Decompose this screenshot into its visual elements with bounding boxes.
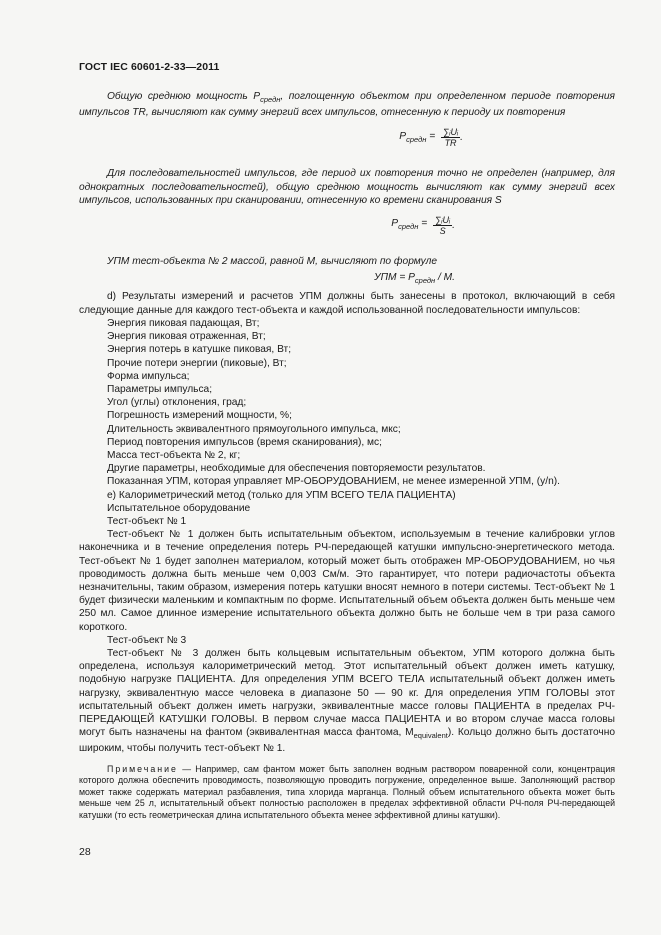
formula-average-power-s: $P_{средн}$ = $\frac{\text{∑ᵢUᵢ}}{S}$ . bbox=[391, 215, 455, 237]
page-number: 28 bbox=[79, 846, 91, 858]
fraction: $\frac{\text{∑ᵢUᵢ}}{S}$ bbox=[434, 215, 451, 237]
heading-test-object-3: Тест-объект № 3 bbox=[107, 634, 187, 646]
paragraph-d: d) Результаты измерений и расчетов УПМ должны быть занесены в протокол, включающий в себя следующие данные для каждого тест-объекта и каждой использованной последовательности импульсов: bbox=[79, 291, 615, 316]
list-item: Погрешность измерений мощности, %; bbox=[107, 410, 292, 422]
list-item: Угол (углы) отклонения, град; bbox=[107, 397, 247, 409]
fraction: $\frac{\text{∑ᵢUᵢ}}{TR}$ bbox=[442, 127, 459, 149]
paragraph-upm-test-object-2: УПМ тест-объекта № 2 массой, равной M, вычисляют по формуле bbox=[107, 256, 438, 268]
paragraph-test-object-3: Тест-объект № 3 должен быть кольцевым испытательным объектом, УПМ которого должна быть определена, используя калориметрический метод. Этот испытательный объект должен иметь катушку, подобную нагрузке ПАЦИЕНТА. Для определения УПМ ВСЕГО ТЕЛА испытательный объект должен иметь нагрузку, эквивалентную массе человека в диапазоне 50 — 90 кг. Для определения УПМ ГОЛОВЫ этот испытательный объект должен иметь нагрузки, эквивалентные массе головы ПАЦИЕНТА в пределах РЧ-ПЕРЕДАЮЩЕЙ КАТУШКИ ГОЛОВЫ. В первом случае масса ПАЦИЕНТА и во втором случае масса головы могут быть назначены на фантом (эквивалентная масса фантома, $M_{equivalent}$). Кольцо должно быть достаточно широким, чтобы получить тест-объект № 1. bbox=[79, 647, 615, 755]
paragraph-test-object-1: Тест-объект № 1 должен быть испытательным объектом, используемым в течение калибровки углов наконечника и в течение определения потерь РЧ-передающей катушки импульсно-энергетического метода. Тест-объект № 1 будет заполнен материалом, который может быть отображен МР-ОБОРУДОВАНИЕМ, но чья проводимость должна быть меньше чем 0,003 См/м. Это гарантирует, что потери радиочастоты объекта незначительны, таким образом, измерения потерь катушки вносят немного в потери системы. Тест-объект № 1 будет физически маленьким и компактным по форме. Испытательный объем объекта должен быть меньше чем 250 мл. Самое длинное измерение испытательного объекта должно быть не больше чем в три раза самого короткого. bbox=[79, 529, 615, 633]
list-item: Энергия пиковая падающая, Вт; bbox=[107, 317, 260, 329]
note-label: Примечание bbox=[107, 763, 178, 774]
list-item: Энергия пиковая отраженная, Вт; bbox=[107, 331, 266, 343]
paragraph-average-power: Общую среднюю мощность $P_{средн}$, поглощенную объектом при определенном периоде повторения импульсов TR, вычисляют как сумму энергий всех импульсов, отнесенную к периоду их повторения bbox=[79, 91, 615, 119]
formula-upm: УПМ = $P_{средн}$ / M. bbox=[374, 272, 455, 286]
paragraph-sequences: Для последовательностей импульсов, где период их повторения точно не определен (например, для однократных последовательностей), общую среднюю мощность вычисляют как сумму энергий всех импульсов, использованных при сканировании, отнесенную ко времени сканирования S bbox=[79, 168, 615, 206]
list-item: Тест-объект № 1 bbox=[107, 515, 187, 527]
list-item: Показанная УПМ, которая управляет МР-ОБОРУДОВАНИЕМ, не менее измеренной УПМ, (у/n). bbox=[107, 476, 560, 488]
protocol-list bbox=[79, 317, 615, 528]
list-item: Испытательное оборудование bbox=[107, 502, 251, 514]
list-item: Прочие потери энергии (пиковые), Вт; bbox=[107, 357, 287, 369]
list-item: Энергия потерь в катушке пиковая, Вт; bbox=[107, 344, 292, 356]
list-item: Параметры импульса; bbox=[107, 383, 213, 395]
list-item: Масса тест-объекта № 2, кг; bbox=[107, 449, 241, 461]
list-item: Другие параметры, необходимые для обеспечения повторяемости результатов. bbox=[107, 463, 486, 475]
list-item: Длительность эквивалентного прямоугольного импульса, мкс; bbox=[107, 423, 401, 435]
document-header: ГОСТ IEC 60601-2-33—2011 bbox=[79, 61, 220, 73]
list-item: Период повторения импульсов (время сканирования), мс; bbox=[107, 436, 382, 448]
list-item: e) Калориметрический метод (только для УПМ ВСЕГО ТЕЛА ПАЦИЕНТА) bbox=[107, 489, 456, 501]
note: Примечание — Например, сам фантом может быть заполнен водным раствором поваренной соли, концентрация которого должна обеспечить проводимость, позволяющую проводить погружение, определенное выше. Заполняющий раствор может также содержать материал разбавления, типа хлорида марганца. Полный объем испытательного объекта может быть меньше чем 25 л, испытательный объект полностью расположен в пределах эффективной области РЧ-поля РЧ-передающей катушки (то есть геометрическая длина испытательного объекта менее эффективной длины катушки). bbox=[79, 763, 615, 820]
list-item: Форма импульса; bbox=[107, 370, 190, 382]
page-body bbox=[79, 90, 615, 822]
formula-average-power-tr: $P_{средн}$ = $\frac{\text{∑ᵢUᵢ}}{TR}$ . bbox=[399, 127, 463, 149]
